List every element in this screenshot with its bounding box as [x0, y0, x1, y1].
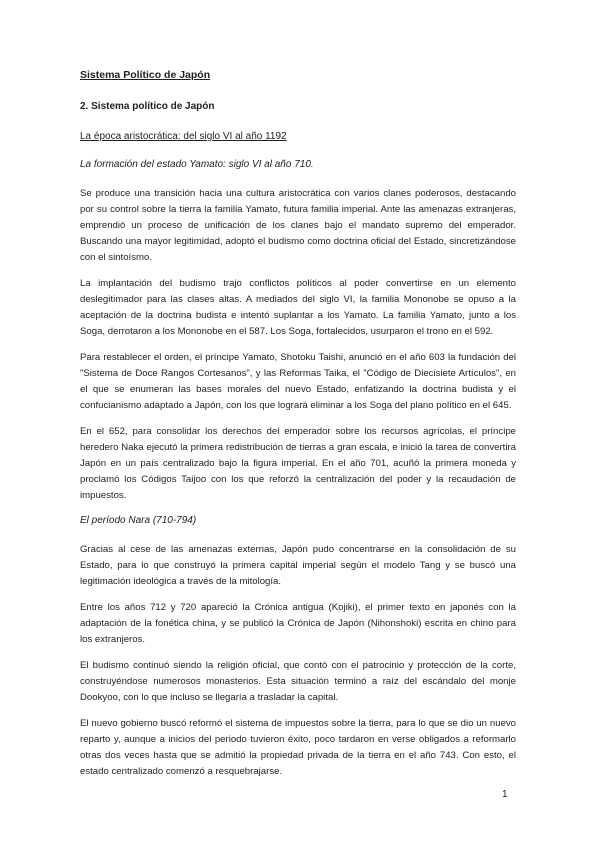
- subsection-heading-yamato: La formación del estado Yamato: siglo VI al año 710.: [80, 159, 314, 170]
- section-heading: La época aristocrática: del siglo VI al año 1192: [80, 131, 287, 142]
- paragraph: El nuevo gobierno buscó reformó el sistema de impuestos sobre la tierra, para lo que se dio un nuevo reparto y, aunque a inicios del periodo tuvieron éxito, poco tardaron en verse obligados a reformarlo otras dos veces hasta que se admitió la propiedad privada de la tierra en el año 743. Con esto, el estado centralizado comenzó a resquebrajarse.: [80, 718, 516, 777]
- paragraph: Gracias al cese de las amenazas externas, Japón pudo concentrarse en la consolidación de su Estado, para lo que construyó la primera capital imperial según el modelo Tang y se buscó una legitimación ideológica a través de la mitología.: [80, 544, 516, 587]
- document-title: Sistema Político de Japón: [80, 69, 211, 81]
- document-subtitle: 2. Sistema político de Japón: [80, 101, 215, 112]
- page-number: 1: [502, 789, 508, 800]
- paragraph: Entre los años 712 y 720 apareció la Crónica antigua (Kojiki), el primer texto en japonés con la adaptación de la fonética china, y se publicó la Crónica de Japón (Nihonshoki) escrita en chino para los extranjeros.: [80, 602, 516, 645]
- paragraph: La implantación del budismo trajo conflictos políticos al poder convertirse en un elemento deslegitimador para las clases altas. A mediados del siglo VI, la familia Mononobe se opuso a la aceptación de la doctrina budista e intentó suplantar a los Yamato. La familia Yamato, junto a los Soga, derrotaron a los Mononobe en el 587. Los Soga, fortalecidos, usurparon el trono en el 592.: [80, 278, 516, 337]
- subsection-heading-nara: El período Nara (710-794): [80, 515, 197, 526]
- paragraph: El budismo continuó siendo la religión oficial, que contó con el patrocinio y protección de la corte, construyéndose numerosos monasterios. Esta situación terminó a raíz del escándalo del monje Dookyoo, con lo que incluso se llegaría a trasladar la capital.: [80, 660, 516, 703]
- paragraph: Para restablecer el orden, el príncipe Yamato, Shotoku Taishi, anunció en el año 603 la fundación del "Sistema de Doce Rangos Cortesanos", y las Reformas Taika, el "Código de Diecisiete Artículos", en el que se enumeran las bases morales del nuevo Estado, enfatizando la doctrina budista y el confucianismo adaptado a Japón, con los que logrará eliminar a los Soga del plano político en el 645.: [80, 352, 516, 411]
- paragraph: En el 652, para consolidar los derechos del emperador sobre los recursos agrícolas, el príncipe heredero Naka ejecutó la primera redistribución de tierras a gran escala, e inició la tarea de convertira Japón en un país centralizado bajo la figura imperial. En el año 701, acuñó la primera moneda y proclamó los Códigos Taijoo con los que reforzó la centralización del poder y la recaudación de impuestos.: [80, 426, 516, 501]
- paragraph: Se produce una transición hacia una cultura aristocrática con varios clanes poderosos, destacando por su control sobre la tierra la familia Yamato, futura familia imperial. Ante las amenazas extranjeras, emprendió un proceso de unificación de los clanes bajo el mandato supremo del emperador. Buscando una mayor legitimidad, adoptó el budismo como doctrina oficial del Estado, sincretizándose con el sintoísmo.: [80, 188, 516, 263]
- document-page: [80, 68, 516, 790]
